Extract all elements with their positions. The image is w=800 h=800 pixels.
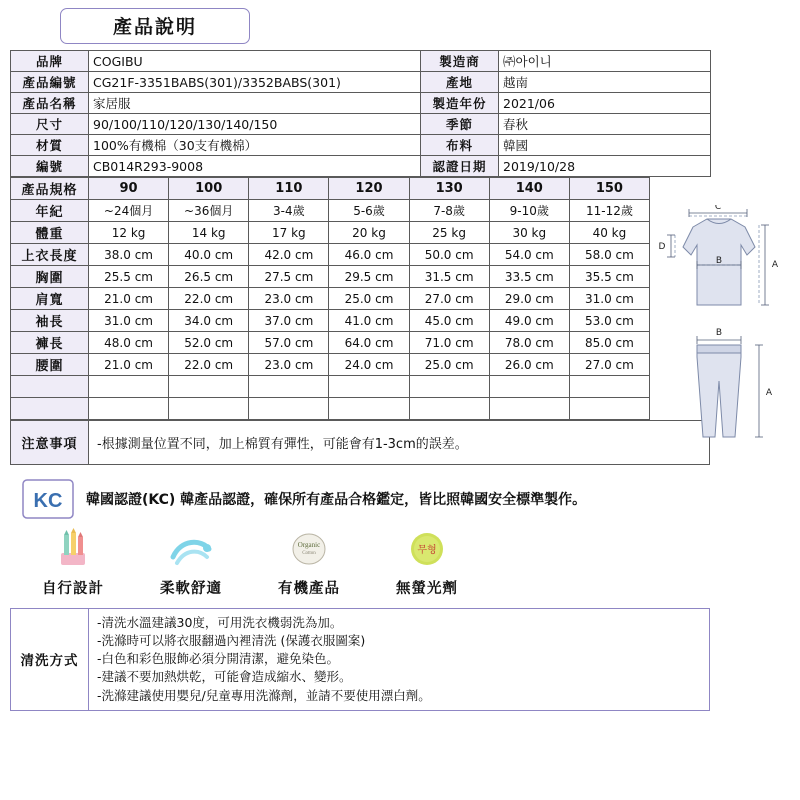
table-row — [11, 310, 650, 332]
spec-cell: 38.0 cm — [89, 244, 169, 266]
spec-cell — [489, 398, 569, 420]
spec-cell: 40 kg — [569, 222, 649, 244]
info-label-manufacturer: 製造商 — [421, 51, 499, 72]
spec-cell: 64.0 cm — [329, 332, 409, 354]
spec-cell: 54.0 cm — [489, 244, 569, 266]
wash-line: -洗滌時可以將衣服翻過內裡清洗 (保護衣服圖案) — [97, 633, 366, 649]
spec-cell — [249, 376, 329, 398]
organic-cotton-icon — [250, 525, 368, 573]
spec-cell: 40.0 cm — [169, 244, 249, 266]
spec-cell: 27.0 cm — [409, 288, 489, 310]
spec-cell: 21.0 cm — [89, 354, 169, 376]
feature-label: 無螢光劑 — [396, 581, 458, 597]
wash-text — [89, 609, 710, 711]
spec-cell: 33.5 cm — [489, 266, 569, 288]
info-value-size: 90/100/110/120/130/140/150 — [89, 114, 421, 135]
wash-line: -清洗水溫建議30度，可用洗衣機弱洗為加。 — [97, 615, 343, 630]
spec-row-label-waist: 腰圍 — [11, 354, 89, 376]
spec-row-label-sleeve: 袖長 — [11, 310, 89, 332]
spec-cell: 26.0 cm — [489, 354, 569, 376]
spec-cell: 26.5 cm — [169, 266, 249, 288]
spec-cell — [169, 376, 249, 398]
table-header-row — [11, 178, 650, 200]
info-label-code: 編號 — [11, 156, 89, 177]
feature-icons-row — [14, 525, 800, 598]
spec-cell: 29.5 cm — [329, 266, 409, 288]
spec-cell: 25 kg — [409, 222, 489, 244]
spec-row-label-age: 年紀 — [11, 200, 89, 222]
spec-cell — [329, 376, 409, 398]
spec-cell: 31.5 cm — [409, 266, 489, 288]
table-row — [11, 332, 650, 354]
spec-cell — [409, 398, 489, 420]
info-value-code: CB014R293-9008 — [89, 156, 421, 177]
spec-cell: 31.0 cm — [569, 288, 649, 310]
table-row — [11, 156, 711, 177]
wash-line: -洗滌建議使用嬰兒/兒童專用洗滌劑，並請不要使用漂白劑。 — [97, 687, 431, 703]
info-value-material: 100%有機棉（30支有機棉） — [89, 135, 421, 156]
spec-cell: 35.5 cm — [569, 266, 649, 288]
feature-no-fluorescent — [368, 525, 486, 598]
info-label-origin: 產地 — [421, 72, 499, 93]
product-info-table — [10, 50, 711, 177]
kc-certification-row — [22, 479, 800, 519]
info-label-cert-date: 認證日期 — [421, 156, 499, 177]
spec-cell: ~24個月 — [89, 200, 169, 222]
table-row — [11, 72, 711, 93]
softness-icon — [132, 525, 250, 573]
table-row — [11, 135, 711, 156]
table-row — [11, 609, 710, 711]
table-row — [11, 222, 650, 244]
spec-cell: 34.0 cm — [169, 310, 249, 332]
wash-instructions-table — [10, 608, 710, 711]
spec-cell: ~36個月 — [169, 200, 249, 222]
spec-cell: 37.0 cm — [249, 310, 329, 332]
spec-size-140: 140 — [489, 178, 569, 200]
spec-cell: 20 kg — [329, 222, 409, 244]
spec-cell — [569, 376, 649, 398]
spec-row-label-blank — [11, 376, 89, 398]
page-title: 產品說明 — [112, 16, 197, 38]
spec-cell: 58.0 cm — [569, 244, 649, 266]
spec-size-120: 120 — [329, 178, 409, 200]
spec-cell: 45.0 cm — [409, 310, 489, 332]
table-row — [11, 114, 711, 135]
spec-cell: 25.0 cm — [409, 354, 489, 376]
table-row — [11, 244, 650, 266]
wash-label: 清洗方式 — [11, 609, 89, 711]
pencils-icon — [14, 525, 132, 573]
spec-cell: 49.0 cm — [489, 310, 569, 332]
info-value-origin: 越南 — [499, 72, 711, 93]
table-row — [11, 376, 650, 398]
spec-cell: 9-10歲 — [489, 200, 569, 222]
page-title-box — [60, 8, 250, 44]
feature-organic-product — [250, 525, 368, 598]
spec-cell: 57.0 cm — [249, 332, 329, 354]
spec-cell: 17 kg — [249, 222, 329, 244]
spec-cell — [569, 398, 649, 420]
diagram-label-b-bottom: B — [715, 328, 723, 338]
info-label-material: 材質 — [11, 135, 89, 156]
info-label-product-name: 產品名稱 — [11, 93, 89, 114]
spec-cell: 14 kg — [169, 222, 249, 244]
spec-cell — [329, 398, 409, 420]
diagram-label-a-top: A — [771, 260, 779, 270]
spec-cell: 78.0 cm — [489, 332, 569, 354]
spec-row-label-blank — [11, 398, 89, 420]
feature-label: 有機產品 — [278, 581, 340, 597]
spec-row-label-shoulder: 肩寬 — [11, 288, 89, 310]
info-label-season: 季節 — [421, 114, 499, 135]
garment-diagram-svg — [655, 205, 795, 450]
spec-cell: 50.0 cm — [409, 244, 489, 266]
wash-line: -建議不要加熱烘乾，可能會造成縮水、變形。 — [97, 669, 352, 685]
spec-cell — [249, 398, 329, 420]
spec-cell: 85.0 cm — [569, 332, 649, 354]
feature-soft-comfort — [132, 525, 250, 598]
spec-cell: 30 kg — [489, 222, 569, 244]
spec-size-150: 150 — [569, 178, 649, 200]
diagram-label-b-top: B — [715, 256, 723, 266]
svg-text:무형: 무형 — [417, 545, 437, 556]
spec-cell: 12 kg — [89, 222, 169, 244]
info-label-size: 尺寸 — [11, 114, 89, 135]
table-row — [11, 93, 711, 114]
spec-size-110: 110 — [249, 178, 329, 200]
spec-cell: 25.0 cm — [329, 288, 409, 310]
info-value-product-number: CG21F-3351BABS(301)/3352BABS(301) — [89, 72, 421, 93]
spec-cell: 3-4歲 — [249, 200, 329, 222]
spec-cell: 29.0 cm — [489, 288, 569, 310]
spec-cell: 71.0 cm — [409, 332, 489, 354]
info-value-manufacturer: ㈜아이니 — [499, 51, 711, 72]
spec-cell: 52.0 cm — [169, 332, 249, 354]
garment-measurement-diagram — [655, 205, 795, 450]
spec-cell: 22.0 cm — [169, 288, 249, 310]
spec-cell — [89, 376, 169, 398]
spec-cell: 27.5 cm — [249, 266, 329, 288]
size-spec-table — [10, 177, 650, 420]
spec-row-label-chest: 胸圍 — [11, 266, 89, 288]
diagram-label-c: C — [714, 205, 722, 212]
spec-cell: 27.0 cm — [569, 354, 649, 376]
spec-cell: 23.0 cm — [249, 354, 329, 376]
spec-cell: 25.5 cm — [89, 266, 169, 288]
kc-badge-icon — [22, 479, 74, 519]
table-row — [11, 421, 710, 465]
notes-table — [10, 420, 710, 465]
info-value-season: 春秋 — [499, 114, 711, 135]
info-label-product-number: 產品編號 — [11, 72, 89, 93]
spec-row-label-weight: 體重 — [11, 222, 89, 244]
spec-cell — [489, 376, 569, 398]
info-value-brand: COGIBU — [89, 51, 421, 72]
svg-text:KC: KC — [33, 490, 63, 512]
kc-text: 韓國認證(KC) 韓產品認證，確保所有產品合格鑑定，皆比照韓國安全標準製作。 — [86, 492, 587, 508]
spec-cell: 7-8歲 — [409, 200, 489, 222]
info-value-fabric: 韓國 — [499, 135, 711, 156]
spec-size-130: 130 — [409, 178, 489, 200]
spec-cell — [89, 398, 169, 420]
wash-line: -白色和彩色服飾必須分開清潔，避免染色。 — [97, 651, 340, 667]
table-row — [11, 200, 650, 222]
spec-cell — [169, 398, 249, 420]
info-label-brand: 品牌 — [11, 51, 89, 72]
svg-text:Organic: Organic — [297, 541, 321, 549]
spec-cell: 42.0 cm — [249, 244, 329, 266]
info-label-manufacture-year: 製造年份 — [421, 93, 499, 114]
spec-cell: 21.0 cm — [89, 288, 169, 310]
spec-cell: 11-12歲 — [569, 200, 649, 222]
info-value-manufacture-year: 2021/06 — [499, 93, 711, 114]
spec-row-label-top-length: 上衣長度 — [11, 244, 89, 266]
diagram-label-d: D — [658, 242, 666, 252]
spec-header-label: 產品規格 — [11, 178, 89, 200]
notes-text: -根據測量位置不同，加上棉質有彈性，可能會有1-3cm的誤差。 — [89, 421, 710, 465]
info-value-cert-date: 2019/10/28 — [499, 156, 711, 177]
spec-cell: 53.0 cm — [569, 310, 649, 332]
spec-cell: 5-6歲 — [329, 200, 409, 222]
feature-label: 自行設計 — [42, 581, 104, 597]
table-row — [11, 266, 650, 288]
notes-label: 注意事項 — [11, 421, 89, 465]
spec-cell: 23.0 cm — [249, 288, 329, 310]
diagram-label-a-bottom: A — [765, 388, 773, 398]
no-fluorescent-icon — [368, 525, 486, 573]
table-row — [11, 288, 650, 310]
spec-size-90: 90 — [89, 178, 169, 200]
spec-row-label-pants-length: 褲長 — [11, 332, 89, 354]
spec-cell: 31.0 cm — [89, 310, 169, 332]
table-row — [11, 51, 711, 72]
spec-cell — [409, 376, 489, 398]
table-row — [11, 354, 650, 376]
feature-label: 柔軟舒適 — [160, 581, 222, 597]
spec-size-100: 100 — [169, 178, 249, 200]
svg-text:Cotton: Cotton — [302, 551, 316, 556]
feature-self-design — [14, 525, 132, 598]
table-row — [11, 398, 650, 420]
spec-cell: 48.0 cm — [89, 332, 169, 354]
info-value-product-name: 家居服 — [89, 93, 421, 114]
info-label-fabric: 布料 — [421, 135, 499, 156]
spec-cell: 24.0 cm — [329, 354, 409, 376]
spec-cell: 22.0 cm — [169, 354, 249, 376]
spec-cell: 41.0 cm — [329, 310, 409, 332]
spec-cell: 46.0 cm — [329, 244, 409, 266]
